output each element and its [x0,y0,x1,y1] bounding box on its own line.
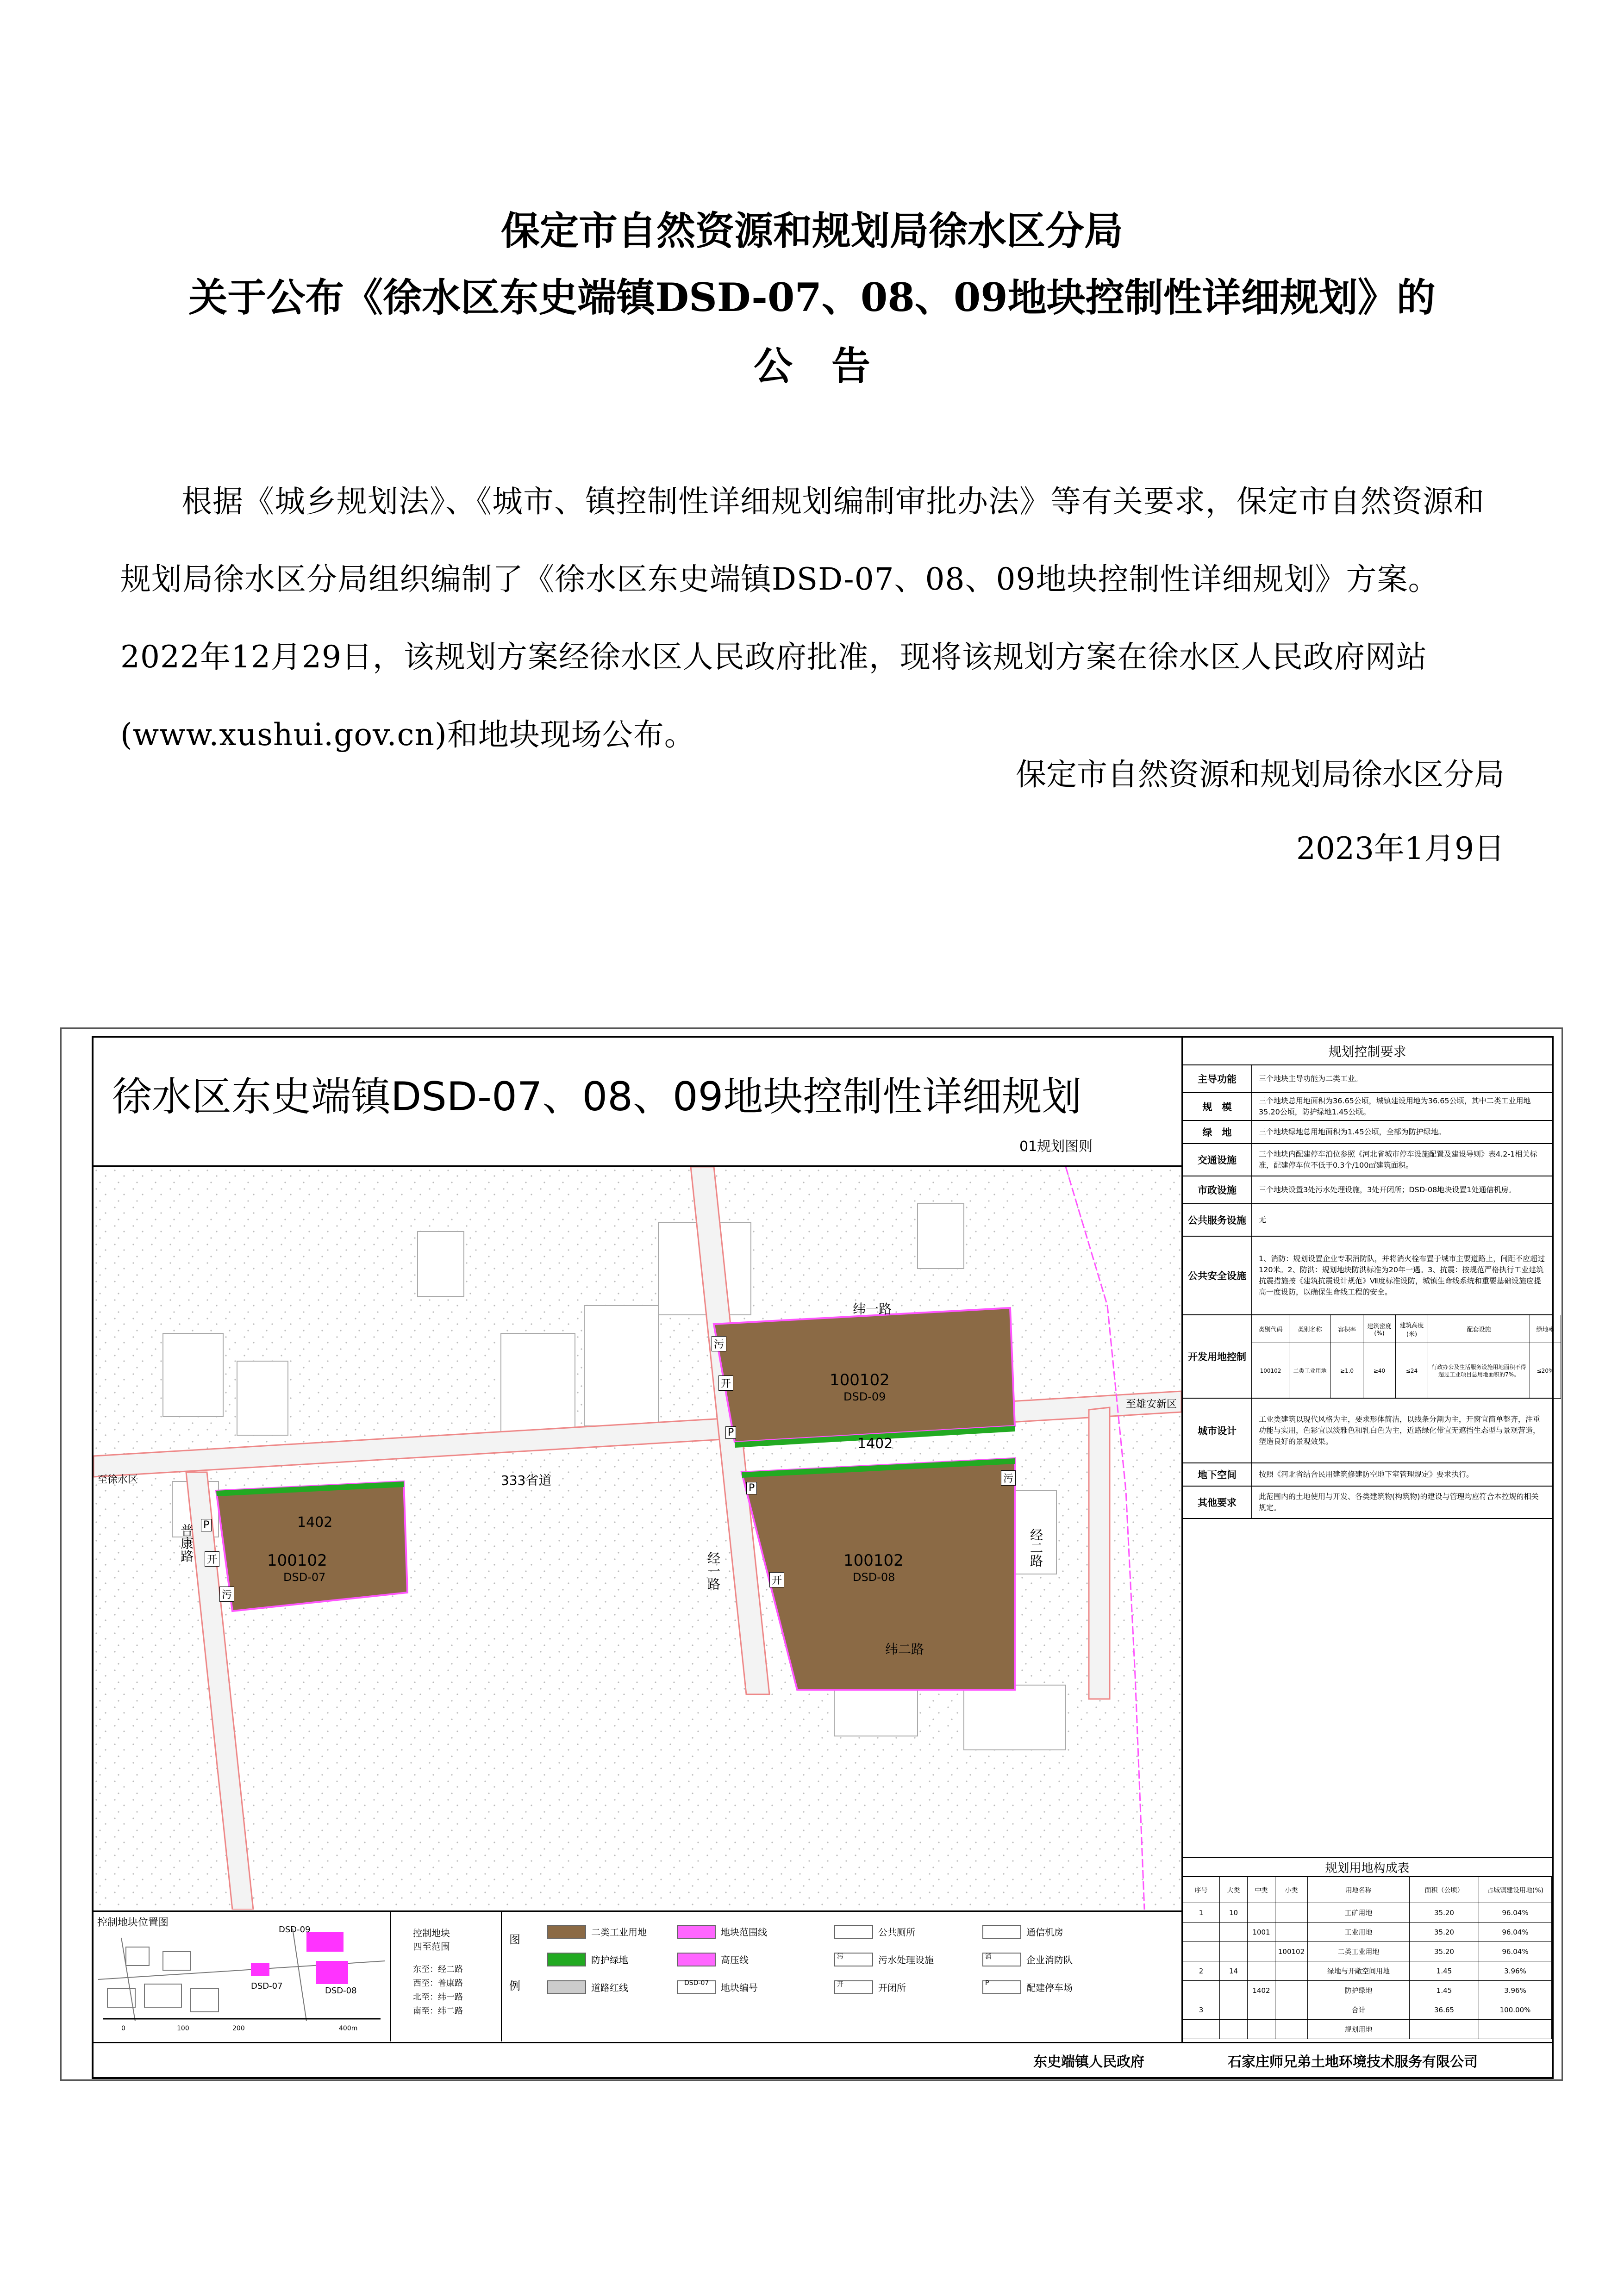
control-text-2: 三个地块绿地总用地面积为1.45公顷，全部为防护绿地。 [1252,1121,1552,1144]
dev-header-0: 类别代码 [1252,1315,1289,1343]
map-subtitle: 01规划图则 [1019,1139,1093,1155]
control-text-8: 工业类建筑以现代风格为主，要求形体简洁，以线条分割为主，开窗宜简单整齐，注重功能与实用，色彩宜以淡雅色和乳白色为主，近路绿化带宜无遮挡生态型与景观营造，塑造良好的景观效果。 [1252,1399,1552,1463]
landuse-cell-1-5: 35.20 [1410,1923,1479,1942]
landuse-cell-6-0 [1183,2020,1220,2039]
landuse-cell-3-3 [1275,1961,1308,1981]
symbol-sewage-09: 污 [712,1336,726,1351]
legend-code-2: 开 [837,1981,843,1988]
symbol-sewage-08: 污 [1001,1470,1016,1486]
landuse-cell-4-2: 1402 [1248,1981,1275,2000]
symbol-switch-07: 开 [205,1551,219,1567]
dev-header-4: 建筑高度(米) [1396,1315,1428,1343]
scale-100: 100 [177,2025,189,2032]
legend-swatch-3 [677,1925,716,1939]
legend-label-0: 二类工业用地 [591,1927,647,1938]
landuse-cell-3-4: 绿地与开敞空间用地 [1308,1961,1410,1981]
legend-swatch-2 [547,1980,586,1994]
control-label-7: 开发用地控制 [1183,1315,1252,1399]
landuse-title: 规划用地构成表 [1183,1857,1552,1877]
landuse-header-6: 占城镇建设用地(%) [1479,1877,1552,1903]
control-text-0: 三个地块主导功能为二类工业。 [1252,1065,1552,1093]
dev-header-5: 配套设施 [1428,1315,1530,1343]
control-label-6: 公共安全设施 [1183,1237,1252,1315]
landuse-cell-3-5: 1.45 [1410,1961,1479,1981]
control-text-1: 三个地块总用地面积为36.65公顷，城镇建设用地为36.65公顷，其中二类工业用地35.20公顷，防护绿地1.45公顷。 [1252,1093,1552,1121]
notice-body: 根据《城乡规划法》、《城市、镇控制性详细规划编制审批办法》等有关要求，保定市自然资源和规划局徐水区分局组织编制了《徐水区东史端镇DSD-07、08、09地块控制性详细规划》方案。2022年12月29日，该规划方案经徐水区人民政府批准，现将该规划方案在徐水区人民政府网站 (www.xushui.gov.cn)和地块现场公布。 [120,484,1485,753]
control-label-9: 地下空间 [1183,1463,1252,1487]
label-road-weiyi: 纬一路 [853,1301,892,1317]
landuse-cell-0-5: 35.20 [1410,1903,1479,1923]
landuse-header-2: 中类 [1248,1877,1275,1903]
scale-200: 200 [232,2025,245,2032]
landuse-cell-5-4: 合计 [1308,2000,1410,2020]
parcel-07-id: DSD-07 [283,1571,326,1584]
landuse-cell-6-5 [1410,2020,1479,2039]
control-title: 规划控制要求 [1183,1038,1552,1065]
landuse-cell-3-1: 14 [1220,1961,1248,1981]
landuse-cell-2-1 [1220,1942,1248,1961]
landuse-header-0: 序号 [1183,1877,1220,1903]
landuse-cell-2-4: 二类工业用地 [1308,1942,1410,1961]
legend-code-3: 消 [985,1953,992,1960]
legend-label-4: 高压线 [721,1954,749,1966]
landuse-cell-4-3 [1275,1981,1308,2000]
symbol-parking-09: P [725,1426,736,1439]
symbol-sewage-07: 污 [219,1587,234,1602]
control-text-5: 无 [1252,1204,1552,1237]
landuse-cell-2-6: 96.04% [1479,1942,1552,1961]
legend-label-9: 通信机房 [1026,1927,1063,1938]
dev-cell-4: ≤24 [1396,1343,1428,1399]
landuse-cell-0-3 [1275,1903,1308,1923]
parcel-07-code: 100102 [267,1551,327,1570]
landuse-cell-4-1 [1220,1981,1248,2000]
label-road-333: 333省道 [501,1473,552,1488]
parcel-dsd-07 [216,1481,407,1611]
green-code-07: 1402 [297,1514,333,1531]
legend-label-1: 防护绿地 [591,1954,628,1966]
landuse-cell-6-6 [1479,2020,1552,2039]
dev-cell-3: ≥40 [1363,1343,1396,1399]
landuse-header-5: 面积（公顷） [1410,1877,1479,1903]
legend-tu: 图 [509,1933,520,1946]
location-dsd-07: DSD-07 [251,1981,283,1991]
map-title-band [94,1038,1181,1167]
landuse-cell-6-2 [1248,2020,1275,2039]
notice-title-1: 保定市自然资源和规划局徐水区分局 [500,208,1123,254]
legend-label-11: 配建停车场 [1026,1982,1073,1993]
landuse-cell-6-1 [1220,2020,1248,2039]
parcel-09-code: 100102 [830,1371,890,1389]
legend-code-0: DSD-07 [684,1979,709,1987]
dev-cell-6: ≤20% [1530,1343,1561,1399]
landuse-cell-5-3 [1275,2000,1308,2020]
parcel-09-id: DSD-09 [843,1390,886,1403]
dev-cell-5: 行政办公及生活服务设施用地面积不得超过工业项目总用地面积的7%。 [1428,1343,1530,1399]
footer-left: 东史端镇人民政府 [1033,2054,1144,2070]
control-label-0: 主导功能 [1183,1065,1252,1093]
dev-cell-0: 100102 [1252,1343,1289,1399]
landuse-cell-1-1 [1220,1923,1248,1942]
landuse-header-4: 用地名称 [1308,1877,1410,1903]
dev-cell-1: 二类工业用地 [1289,1343,1331,1399]
control-text-10: 此范围内的土地使用与开发、各类建筑物(构筑物)的建设与管理均应符合本控规的相关规定。 [1252,1487,1552,1519]
landuse-cell-4-4: 防护绿地 [1308,1981,1410,2000]
dev-header-1: 类别名称 [1289,1315,1331,1343]
legend-label-6: 公共厕所 [878,1927,915,1938]
label-road-weier: 纬二路 [885,1642,924,1657]
symbol-switch-09: 开 [718,1375,733,1391]
footer-line [94,2042,1552,2043]
footer-right: 石家庄师兄弟土地环境技术服务有限公司 [1228,2054,1478,2070]
legend-code-1: 污 [837,1953,843,1960]
landuse-cell-0-6: 96.04% [1479,1903,1552,1923]
landuse-cell-0-4: 工矿用地 [1308,1903,1410,1923]
symbol-parking-08: P [746,1482,757,1494]
legend-label-8: 开闭所 [878,1982,906,1993]
notice-date: 2023年1月9日 [1296,831,1505,866]
dev-header-2: 容积率 [1331,1315,1363,1343]
boundary-title: 控制地块 四至范围 [413,1928,450,1952]
scale-0: 0 [121,2025,125,2032]
boundary-west: 西至：普康路 [413,1979,463,1988]
symbol-switch-08: 开 [769,1572,784,1587]
control-label-2: 绿 地 [1183,1121,1252,1144]
boundary-north: 北至：纬一路 [413,1992,463,2002]
legend-swatch-4 [677,1953,716,1966]
control-text-3: 三个地块内配建停车泊位参照《河北省城市停车设施配置及建设导则》表4.2-1相关标准，配建停车位不低于0.3个/100㎡建筑面积。 [1252,1144,1552,1176]
landuse-cell-5-6: 100.00% [1479,2000,1552,2020]
map-sheet [92,1036,1554,2079]
landuse-cell-1-3 [1275,1923,1308,1942]
parcel-08-code: 100102 [843,1551,904,1570]
notice-signature: 保定市自然资源和规划局徐水区分局 [1016,757,1505,792]
landuse-cell-5-2 [1248,2000,1275,2020]
label-road-pukang: 普康路 [179,1524,194,1562]
landuse-cell-4-0 [1183,1981,1220,2000]
landuse-cell-3-2 [1248,1961,1275,1981]
location-map-title: 控制地块位置图 [97,1917,169,1929]
green-code-09: 1402 [857,1436,893,1452]
legend-label-7: 污水处理设施 [878,1954,934,1966]
landuse-cell-0-2 [1248,1903,1275,1923]
boundary-south: 南至：纬二路 [413,2006,463,2016]
notice-title-2: 关于公布《徐水区东史端镇DSD-07、08、09地块控制性详细规划》的 [188,274,1436,320]
landuse-cell-2-0 [1183,1942,1220,1961]
legend-swatch-1 [547,1953,586,1966]
legend [501,1912,1181,2041]
landuse-cell-3-0: 2 [1183,1961,1220,1981]
landuse-cell-1-4: 工业用地 [1308,1923,1410,1942]
landuse-cell-6-4: 规划用地 [1308,2020,1410,2039]
road-jinger [1089,1407,1110,1699]
legend-label-10: 企业消防队 [1026,1954,1073,1966]
landuse-cell-3-6: 3.96% [1479,1961,1552,1981]
legend-code-4: P [985,1979,989,1987]
control-panel [1183,1038,1555,2042]
landuse-cell-5-5: 36.65 [1410,2000,1479,2020]
scale-400m: 400m [339,2025,358,2032]
dev-header-6: 绿地率 [1530,1315,1561,1343]
landuse-cell-2-3: 100102 [1275,1942,1308,1961]
label-road-jingyi: 经一路 [706,1551,721,1590]
label-to-xiongan: 至雄安新区 [1126,1399,1177,1410]
landuse-cell-1-0 [1183,1923,1220,1942]
control-text-4: 三个地块设置3处污水处理设施，3处开闭所；DSD-08地块设置1处通信机房。 [1252,1176,1552,1204]
legend-swatch-6 [834,1925,873,1939]
dev-cell-2: ≥1.0 [1331,1343,1363,1399]
landuse-header-3: 小类 [1275,1877,1308,1903]
landuse-cell-0-1: 10 [1220,1903,1248,1923]
legend-label-3: 地块范围线 [721,1927,767,1938]
control-label-5: 公共服务设施 [1183,1204,1252,1237]
landuse-cell-5-0: 3 [1183,2000,1220,2020]
legend-swatch-0 [547,1925,586,1939]
map-title: 徐水区东史端镇DSD-07、08、09地块控制性详细规划 [112,1074,1082,1120]
location-dsd-08: DSD-08 [325,1986,357,1996]
landuse-cell-5-1 [1220,2000,1248,2020]
landuse-cell-1-6: 96.04% [1479,1923,1552,1942]
control-text-6: 1、消防：规划设置企业专职消防队，并将消火栓布置于城市主要道路上，间距不应超过120米。2、防洪：规划地块防洪标准为20年一遇。3、抗震：按规范严格执行工业建筑抗震措施按《建筑抗震设计规范》Ⅶ度标准设防，城镇生命线系统和重要基础设施应提高一度设防，以确保生命线工程的安全。 [1252,1237,1552,1315]
legend-label-2: 道路红线 [591,1982,628,1993]
notice-title-3: 公 告 [753,343,870,389]
control-text-9: 按照《河北省结合民用建筑修建防空地下室管理规定》要求执行。 [1252,1463,1552,1487]
landuse-cell-0-0: 1 [1183,1903,1220,1923]
landuse-header-1: 大类 [1220,1877,1248,1903]
landuse-cell-4-6: 3.96% [1479,1981,1552,2000]
control-label-1: 规 模 [1183,1093,1252,1121]
landuse-cell-4-5: 1.45 [1410,1981,1479,2000]
control-label-10: 其他要求 [1183,1487,1252,1519]
boundary-box [390,1912,502,2041]
landuse-cell-1-2: 1001 [1248,1923,1275,1942]
control-label-4: 市政设施 [1183,1176,1252,1204]
location-map [94,1912,391,2041]
boundary-east: 东至：经二路 [413,1965,463,1974]
label-to-xushui: 至徐水区 [97,1474,138,1486]
legend-swatch-9 [982,1925,1021,1939]
landuse-cell-2-2 [1248,1942,1275,1961]
legend-li: 例 [509,1979,520,1992]
location-dsd-09: DSD-09 [279,1925,311,1935]
map-drawing [94,1167,1181,1910]
label-road-jinger: 经二路 [1028,1528,1043,1567]
landuse-cell-2-5: 35.20 [1410,1942,1479,1961]
symbol-parking-07: P [201,1519,212,1531]
control-label-8: 城市设计 [1183,1399,1252,1463]
parcel-08-id: DSD-08 [853,1571,895,1584]
legend-label-5: 地块编号 [721,1982,758,1993]
control-label-3: 交通设施 [1183,1144,1252,1176]
landuse-cell-6-3 [1275,2020,1308,2039]
dev-header-3: 建筑密度(%) [1363,1315,1396,1343]
